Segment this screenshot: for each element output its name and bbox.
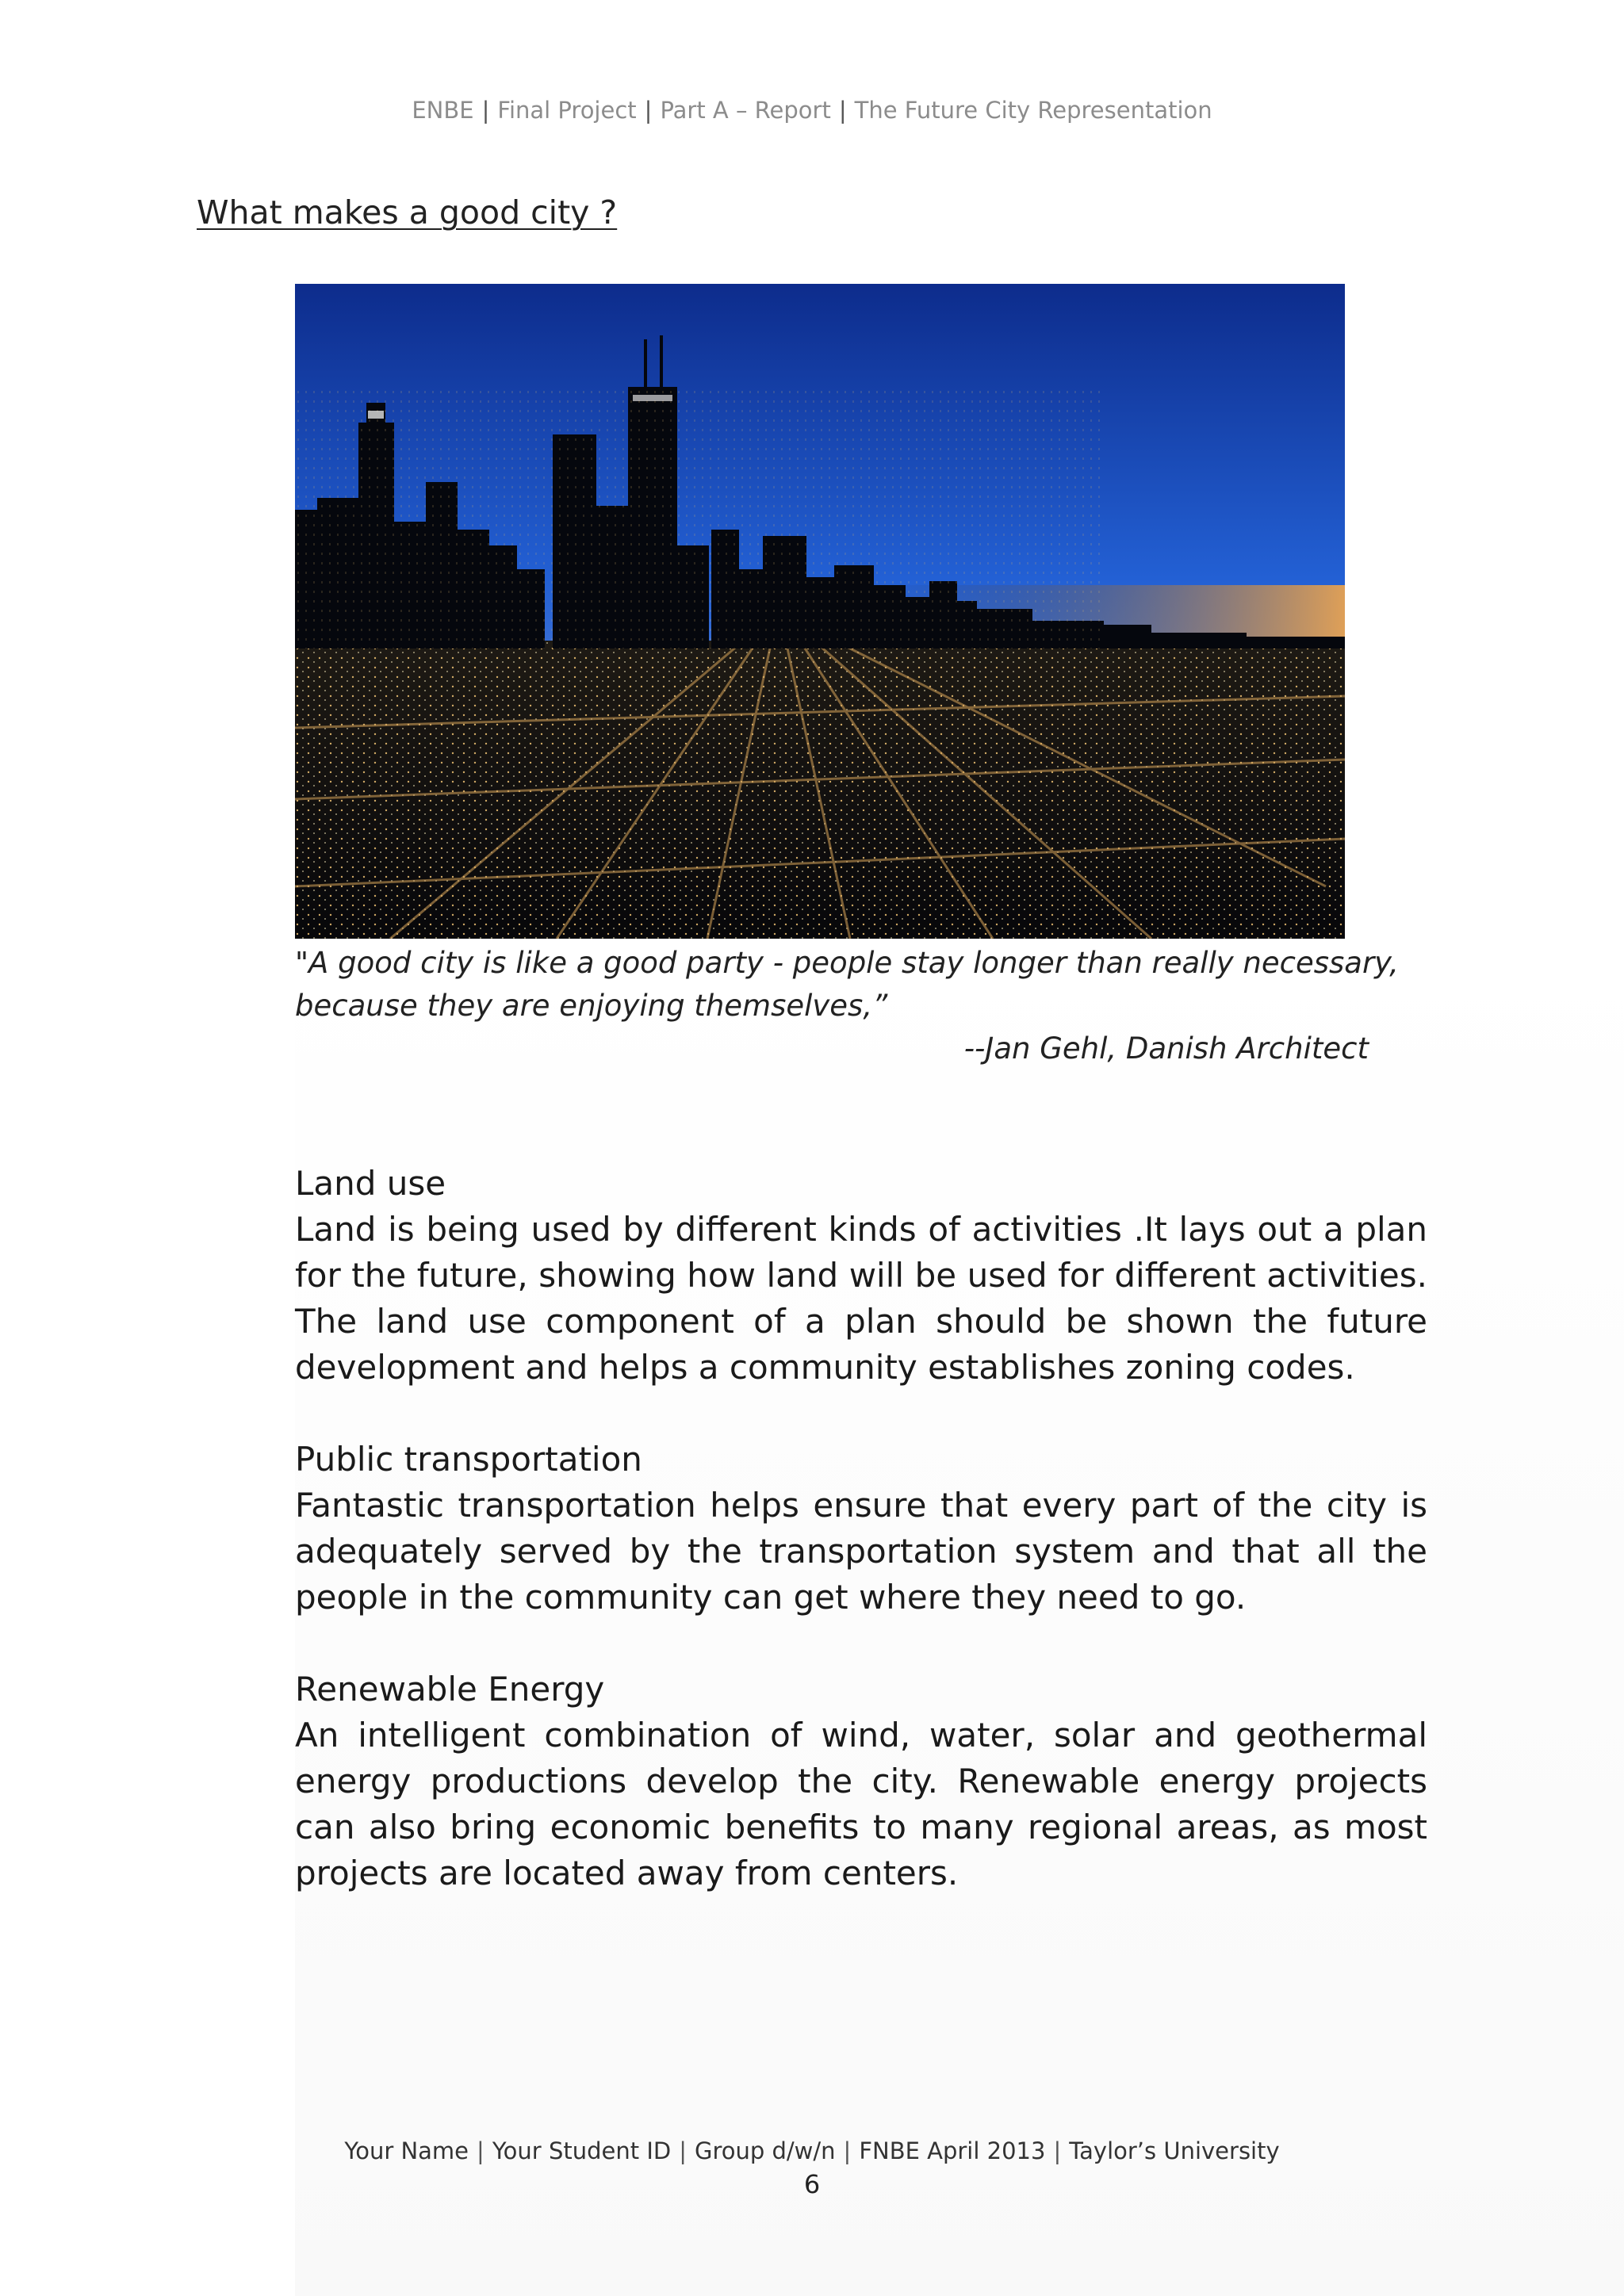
header-part: Final Project (497, 97, 637, 124)
running-header: ENBE | Final Project | Part A – Report | The Future City Representation (412, 97, 1212, 124)
header-part: The Future City Representation (854, 97, 1212, 124)
footer-part: FNBE April 2013 (859, 2137, 1046, 2164)
section-body: Fantastic transportation helps ensure that every part of the city is adequately served by the transportation system and that all the people in the community can get where they need to go. (295, 1486, 1427, 1617)
quote-attribution: --Jan Gehl, Danish Architect (963, 1031, 1369, 1066)
page-title: What makes a good city ? (197, 193, 618, 232)
pull-quote (295, 942, 1397, 1070)
section-body: An intelligent combination of wind, water, solar and geothermal energy productions develop the city. Renewable energy projects can also bring economic benefits to many regional areas, as most projects are located away from centers. (295, 1716, 1427, 1892)
footer-part: Your Name (344, 2137, 469, 2164)
footer-part: Taylor’s University (1069, 2137, 1280, 2164)
quote-line: "A good city is like a good party - people stay longer than really necessary, (295, 946, 1399, 980)
section-body: Land is being used by different kinds of activities .It lays out a plan for the future, showing how land will be used for different activities. The land use component of a plan should be shown the future development and helps a community establishes zoning codes. (295, 1210, 1427, 1387)
section-land-use (295, 1161, 1427, 1391)
section-renewable-energy (295, 1667, 1427, 1896)
content-sections (295, 1161, 1427, 1942)
quote-line: because they are enjoying themselves,” (295, 989, 888, 1023)
header-part: ENBE (412, 97, 474, 124)
section-public-transportation (295, 1437, 1427, 1621)
page-number: 6 (803, 2169, 821, 2199)
header-part: Part A – Report (660, 97, 831, 124)
section-heading: Renewable Energy (295, 1670, 605, 1709)
running-footer: Your Name | Your Student ID | Group d/w/n | FNBE April 2013 | Taylor’s University (344, 2137, 1280, 2164)
section-heading: Public transportation (295, 1440, 642, 1479)
section-heading: Land use (295, 1164, 446, 1203)
footer-part: Your Student ID (492, 2137, 672, 2164)
city-skyline-photo (295, 284, 1345, 939)
footer-part: Group d/w/n (694, 2137, 836, 2164)
